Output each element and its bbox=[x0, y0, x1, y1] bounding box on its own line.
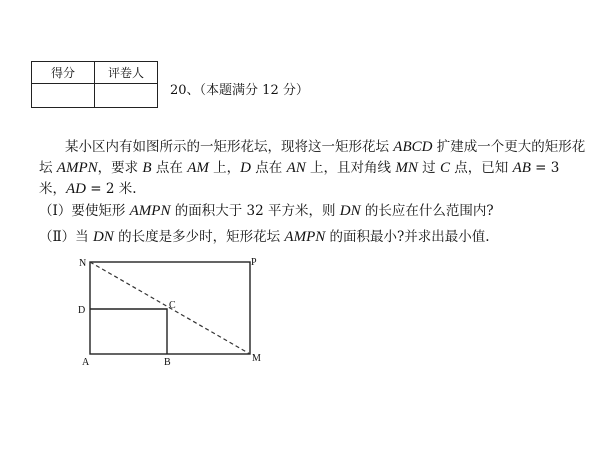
text-segment: 米， bbox=[39, 181, 66, 197]
math-symbol: DN bbox=[339, 203, 361, 219]
question-number-text: 20、 bbox=[170, 83, 200, 98]
math-symbol: D bbox=[240, 160, 251, 176]
text-segment: = 3 bbox=[530, 160, 560, 176]
text-segment: 坛 bbox=[39, 160, 57, 176]
text-segment: 的面积大于 32 平方米，则 bbox=[170, 203, 340, 219]
text-segment: 的长应在什么范围内? bbox=[360, 203, 494, 219]
math-symbol: AN bbox=[286, 160, 306, 176]
text-segment: 扩建成一个更大的矩形花 bbox=[432, 139, 586, 155]
score-note: （本题满分 12 分） bbox=[199, 83, 309, 98]
math-symbol: AMPN bbox=[284, 229, 326, 245]
score-header: 得分 bbox=[32, 62, 95, 84]
text-segment: 的长度是多少时，矩形花坛 bbox=[113, 229, 285, 245]
text-segment: 点在 bbox=[151, 160, 188, 176]
math-symbol: B bbox=[142, 160, 152, 176]
text-segment: 过 bbox=[417, 160, 440, 176]
text-segment: （Ⅱ）当 bbox=[39, 229, 93, 245]
math-symbol: AM bbox=[187, 160, 209, 176]
label-b: B bbox=[164, 357, 171, 368]
math-symbol: AD bbox=[66, 181, 86, 197]
text-segment: 上， bbox=[208, 160, 241, 176]
math-symbol: ABCD bbox=[393, 139, 433, 155]
math-symbol: AMPN bbox=[56, 160, 98, 176]
math-symbol: C bbox=[439, 160, 450, 176]
text-segment: 的面积最小?并求出最小值. bbox=[325, 229, 490, 245]
math-symbol: MN bbox=[395, 160, 418, 176]
text-segment: = 2 米. bbox=[86, 181, 137, 197]
label-p: P bbox=[251, 257, 257, 268]
label-m: M bbox=[252, 353, 261, 364]
label-n: N bbox=[79, 258, 87, 269]
text-segment: 点在 bbox=[251, 160, 287, 176]
label-d: D bbox=[78, 305, 86, 316]
label-c: C bbox=[169, 300, 176, 311]
text-segment: （Ⅰ）要使矩形 bbox=[39, 203, 130, 219]
math-symbol: AB bbox=[512, 160, 531, 176]
math-symbol: DN bbox=[92, 229, 114, 245]
label-a: A bbox=[82, 357, 90, 368]
text-segment: 某小区内有如图所示的一矩形花坛，现将这一矩形花坛 bbox=[65, 139, 394, 155]
text-segment: 点，已知 bbox=[449, 160, 513, 176]
text-segment: ，要求 bbox=[97, 160, 143, 176]
grader-header: 评卷人 bbox=[95, 62, 158, 84]
math-symbol: AMPN bbox=[129, 203, 171, 219]
text-segment: 上，且对角线 bbox=[305, 160, 396, 176]
rectangle-abcd bbox=[90, 309, 167, 354]
